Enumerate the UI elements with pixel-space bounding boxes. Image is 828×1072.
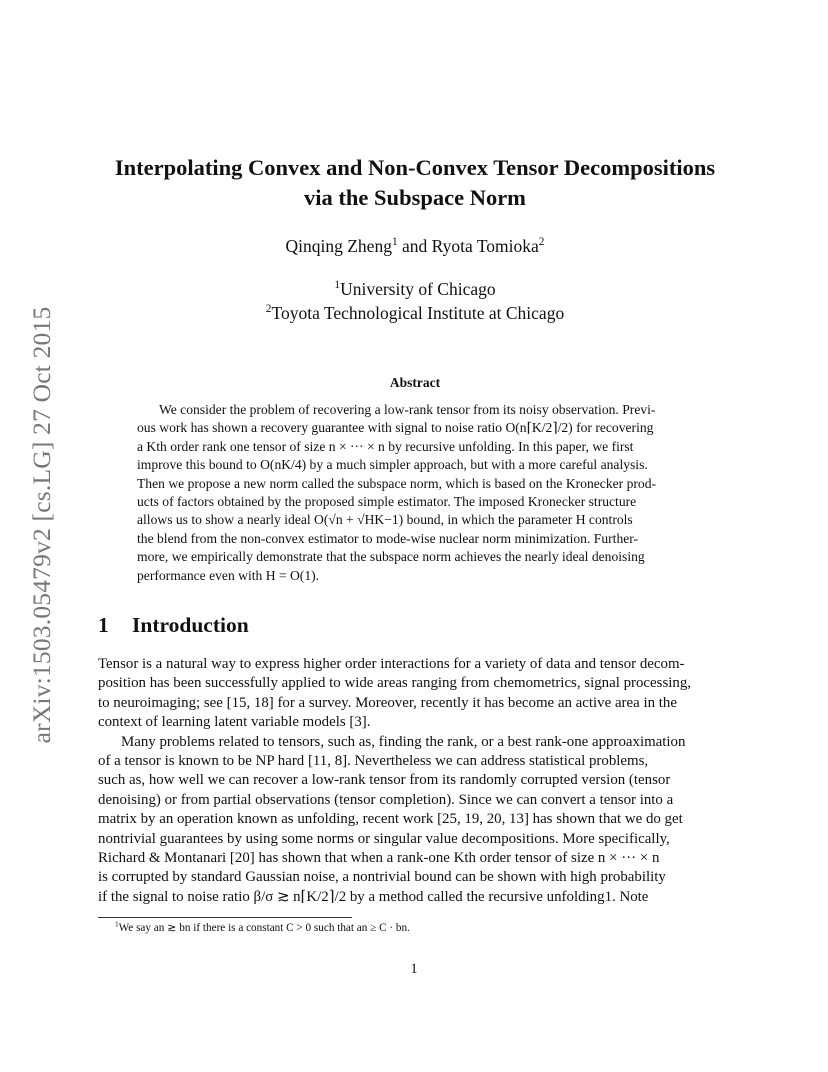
abstract-line: allows us to show a nearly ideal O(√n + √HK−1) bound, in which the parameter H controls	[137, 512, 633, 528]
body-line: Many problems related to tensors, such as, finding the rank, or a best rank-one approaximation	[121, 733, 686, 750]
body-line: if the signal to noise ratio β/σ ≳ n⌈K/2⌉/2 by a method called the recursive unfolding1. Note	[98, 888, 649, 905]
section-number: 1	[98, 613, 109, 637]
arxiv-stamp	[22, 290, 62, 760]
body-line: is corrupted by standard Gaussian noise, a nontrivial bound can be shown with high probability	[98, 869, 666, 886]
footnote-text: We say an ≳ bn if there is a constant C > 0 such that an ≥ C · bn.	[118, 922, 410, 934]
abstract-line: ous work has shown a recovery guarantee with signal to noise ratio O(n⌈K/2⌉/2) for recovering	[137, 420, 654, 436]
affiliation-line	[90, 277, 740, 301]
affiliation-name: University of Chicago	[340, 279, 496, 299]
author-conjunction: and	[397, 236, 432, 256]
abstract-line: a Kth order rank one tensor of size n × ··· × n by recursive unfolding. In this paper, we first	[137, 438, 634, 454]
affiliation-mark: 2	[538, 236, 545, 249]
affiliations	[90, 277, 740, 325]
paper-title	[90, 153, 740, 213]
author-name: Ryota Tomioka	[431, 236, 539, 256]
abstract-line: performance even with H = O(1).	[137, 567, 320, 583]
arxiv-stamp-text: arXiv:1503.05479v2 [cs.LG] 27 Oct 2015	[27, 306, 56, 744]
abstract-body	[137, 401, 692, 585]
body-line: Richard & Montanari [20] has shown that when a rank-one Kth order tensor of size n × ··· × n	[98, 850, 660, 867]
body-line: of a tensor is known to be NP hard [11, 8]. Nevertheless we can address statistical problems,	[98, 753, 649, 770]
page-number: 1	[410, 961, 418, 977]
introduction-text	[98, 655, 732, 907]
title-line-2: via the Subspace Norm	[304, 185, 526, 210]
abstract-heading: Abstract	[389, 375, 441, 390]
body-line: nontrivial guarantees by using some norms or singular value decompositions. More specifically,	[98, 830, 670, 847]
body-line: such as, how well we can recover a low-rank tensor from its randomly corrupted version (tensor	[98, 772, 671, 789]
abstract-line: more, we empirically demonstrate that the subspace norm achieves the nearly ideal denoising	[137, 549, 645, 565]
body-line: denoising) or from partial observations (tensor completion). Since we can convert a tensor into a	[98, 791, 674, 808]
abstract-line: ucts of factors obtained by the proposed simple estimator. The imposed Kronecker structure	[137, 494, 637, 510]
body-line: context of learning latent variable models [3].	[98, 714, 371, 731]
body-line: matrix by an operation known as unfolding, recent work [25, 19, 20, 13] has shown that we do get	[98, 811, 683, 828]
author-name: Qinqing Zheng	[285, 236, 392, 256]
affiliation-mark: 2	[265, 303, 272, 316]
body-line: to neuroimaging; see [15, 18] for a survey. Moreover, recently it has become an active area in the	[98, 694, 677, 711]
title-line-1: Interpolating Convex and Non-Convex Tensor Decompositions	[114, 155, 716, 180]
footnote-divider	[98, 917, 352, 918]
author-list	[90, 236, 740, 257]
abstract-line: We consider the problem of recovering a low-rank tensor from its noisy observation. Previ-	[159, 402, 656, 417]
affiliation-mark: 1	[334, 279, 341, 292]
affiliation-name: Toyota Technological Institute at Chicago	[271, 303, 565, 323]
body-line: Tensor is a natural way to express higher order interactions for a variety of data and tensor decom-	[98, 656, 685, 672]
abstract-line: improve this bound to O(nK/4) by a much simpler approach, but with a more careful analysis.	[137, 457, 648, 473]
abstract-line: the blend from the non-convex estimator to mode-wise nuclear norm minimization. Further-	[137, 530, 639, 546]
footnote	[115, 921, 410, 934]
affiliation-mark: 1	[391, 236, 398, 249]
section-title: Introduction	[132, 613, 249, 637]
footnote-mark: 1	[115, 920, 119, 929]
body-line: position has been successfully applied to wide areas ranging from chemometrics, signal processing,	[98, 675, 691, 692]
section-heading	[98, 613, 249, 638]
abstract-line: Then we propose a new norm called the subspace norm, which is based on the Kronecker prod-	[137, 475, 657, 491]
affiliation-line	[90, 301, 740, 325]
